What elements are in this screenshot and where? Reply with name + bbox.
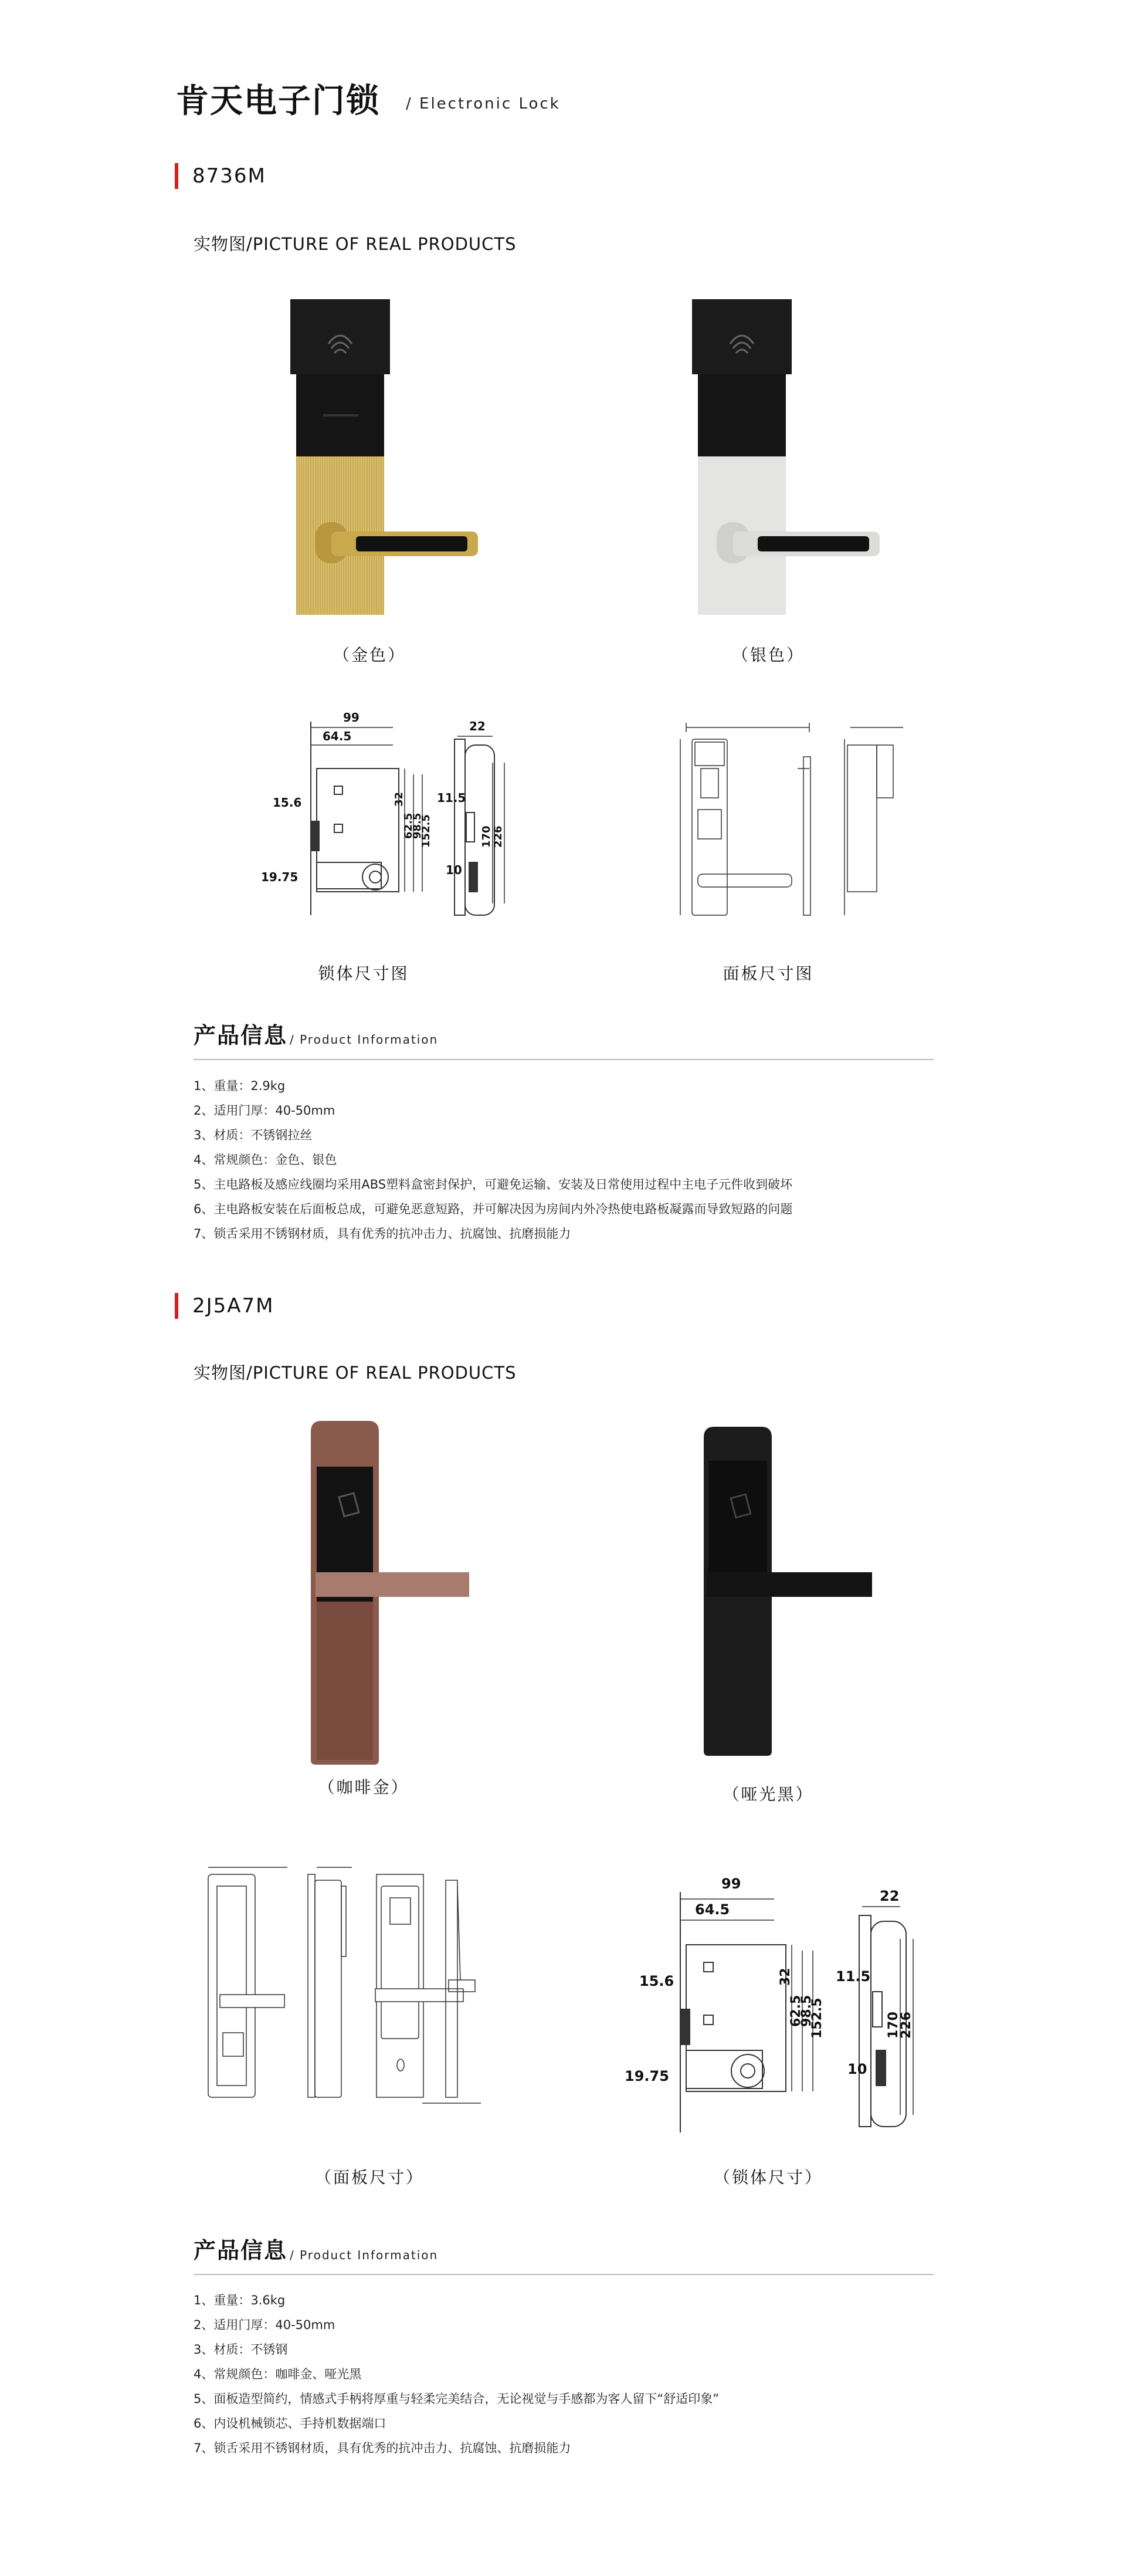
dim-19-75: 19.75 [261, 870, 299, 884]
drawing-caption-body: 锁体尺寸图 [318, 964, 409, 983]
info-title: 产品信息 [194, 1023, 288, 1048]
dim-32: 32 [393, 791, 405, 807]
lock-photo-coffee [299, 1420, 475, 1772]
photo-caption-silver: （银色） [731, 645, 805, 665]
dim-98-5: 98.5 [411, 813, 423, 839]
dim-226: 226 [492, 825, 504, 848]
dim-10: 10 [847, 2061, 867, 2077]
dim-170: 170 [886, 2012, 901, 2039]
drawing-caption-panel: 面板尺寸图 [723, 964, 814, 983]
lock-body-drawing [622, 1874, 938, 2144]
page-subtitle: / Electronic Lock [406, 95, 561, 113]
lock-photo-black [692, 1426, 880, 1766]
info-subtitle: / Product Information [290, 1033, 439, 1047]
spec-list [194, 1074, 956, 1246]
model-accent-bar [175, 1293, 178, 1319]
photo-caption-gold: （金色） [333, 645, 406, 665]
dim-62-5: 62.5 [789, 1995, 803, 2027]
dim-99: 99 [343, 710, 359, 725]
spec-item: 1、重量：2.9kg [194, 1079, 286, 1093]
model-accent-bar [175, 163, 178, 189]
panel-drawing [669, 710, 932, 933]
dim-64-5: 64.5 [695, 1901, 730, 1918]
dim-10: 10 [446, 863, 462, 877]
divider [194, 1059, 934, 1060]
spec-item: 6、主电路板安装在后面板总成，可避免恶意短路，并可解决因为房间内外冷热使电路板凝露而导致短路的问题 [194, 1202, 793, 1216]
spec-item: 3、材质：不锈钢拉丝 [194, 1128, 313, 1142]
spec-item: 2、适用门厚：40-50mm [194, 2318, 335, 2332]
info-subtitle: / Product Information [290, 2248, 439, 2262]
model-name: 2J5A7M [192, 1294, 274, 1318]
spec-item: 6、内设机械锁芯、手持机数据端口 [194, 2416, 386, 2431]
panel-drawing [199, 1863, 528, 2109]
divider [194, 2274, 934, 2275]
dim-64-5: 64.5 [323, 729, 352, 743]
lock-photo-gold [290, 299, 496, 622]
spec-item: 7、锁舌采用不锈钢材质，具有优秀的抗冲击力、抗腐蚀、抗磨损能力 [194, 1227, 571, 1241]
spec-item: 5、主电路板及感应线圈均采用ABS塑料盒密封保护，可避免运输、安装及日常使用过程中主电子元件收到破坏 [194, 1177, 793, 1191]
lock-body-drawing [258, 704, 551, 927]
dim-152-5: 152.5 [420, 814, 432, 848]
dim-22: 22 [469, 719, 486, 733]
dim-152-5: 152.5 [810, 1998, 825, 2039]
drawing-caption-body: （锁体尺寸） [713, 2168, 823, 2187]
dim-15-6: 15.6 [273, 796, 302, 810]
drawing-caption-panel: （面板尺寸） [314, 2168, 424, 2187]
photo-caption-coffee: （咖啡金） [318, 1778, 409, 1797]
spec-item: 5、面板造型简约，情感式手柄将厚重与轻柔完美结合，无论视觉与手感都为客人留下“舒适印象” [194, 2392, 720, 2406]
dim-22: 22 [880, 1888, 900, 1904]
dim-170: 170 [480, 825, 493, 848]
page-title: 肯天电子门锁 [176, 82, 380, 120]
dim-15-6: 15.6 [639, 1973, 674, 1989]
spec-item: 2、适用门厚：40-50mm [194, 1103, 335, 1118]
dim-32: 32 [778, 1968, 793, 1986]
dim-99: 99 [721, 1876, 741, 1892]
lock-photo-silver [692, 299, 897, 622]
photos-heading: 实物图/PICTURE OF REAL PRODUCTS [194, 234, 517, 254]
model-name: 8736M [192, 164, 266, 188]
photo-caption-black: （哑光黑） [723, 1785, 814, 1804]
spec-item: 4、常规颜色：金色、银色 [194, 1153, 337, 1167]
spec-item: 1、重量：3.6kg [194, 2293, 286, 2307]
info-title: 产品信息 [194, 2238, 288, 2263]
dim-11-5: 11.5 [836, 1968, 871, 1985]
dim-98-5: 98.5 [799, 1995, 814, 2027]
spec-item: 3、材质：不锈钢 [194, 2343, 288, 2357]
dim-62-5: 62.5 [402, 813, 415, 839]
photos-heading: 实物图/PICTURE OF REAL PRODUCTS [194, 1363, 517, 1383]
spec-item: 7、锁舌采用不锈钢材质，具有优秀的抗冲击力、抗腐蚀、抗磨损能力 [194, 2441, 571, 2455]
dim-19-75: 19.75 [625, 2068, 669, 2084]
spec-item: 4、常规颜色：咖啡金、哑光黑 [194, 2367, 362, 2381]
dim-11-5: 11.5 [437, 791, 466, 805]
dim-226: 226 [899, 2012, 914, 2039]
spec-list [194, 2288, 956, 2460]
